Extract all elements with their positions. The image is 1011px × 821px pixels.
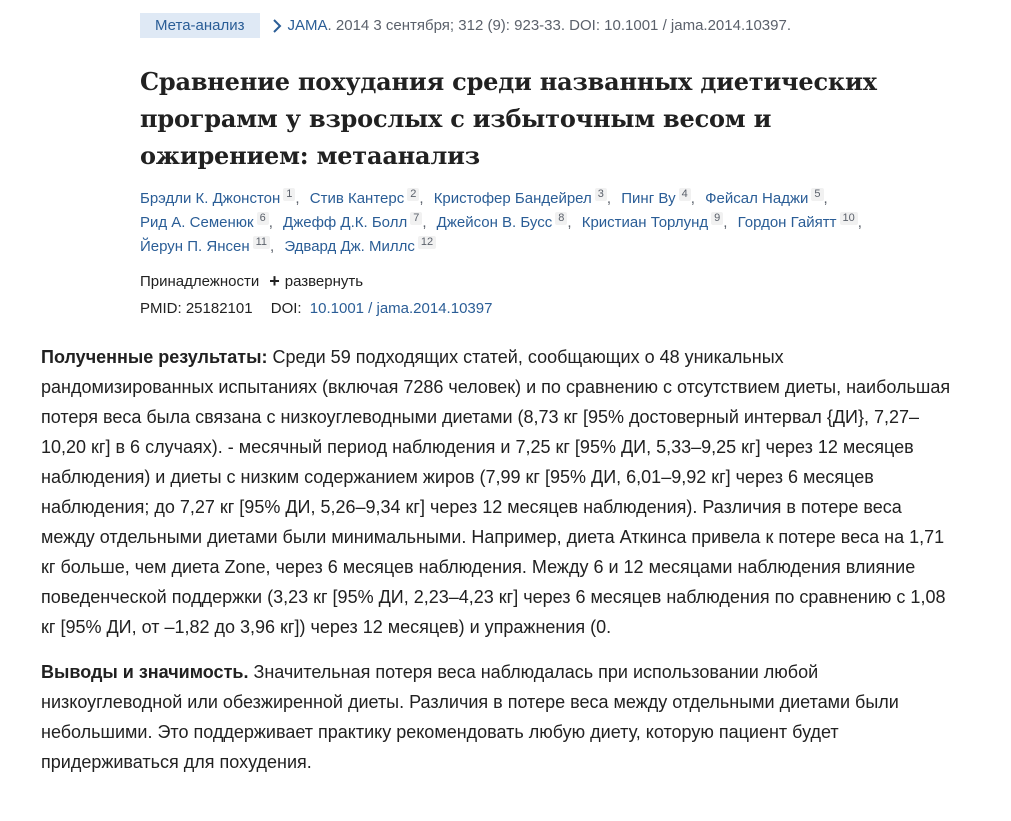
affiliation-number[interactable]: 4 [679, 188, 691, 201]
doi-label: DOI: [270, 300, 302, 317]
citation-details: . 2014 3 сентября; 312 (9): 923-33. DOI: 10.1001 / jama.2014.10397. [327, 17, 791, 34]
author-item [621, 190, 695, 207]
author-separator: , [857, 214, 862, 231]
authors-list [140, 187, 900, 259]
author-separator: , [606, 190, 612, 207]
affiliation-number[interactable]: 12 [418, 236, 436, 249]
doi-link[interactable]: 10.1001 / jama.2014.10397 [309, 300, 493, 317]
author-link[interactable]: Гордон Гайятт [737, 214, 837, 231]
conclusions-text: Значительная потеря веса наблюдалась при использовании любой низкоуглеводной или обезжиренной диеты. Различия в потере веса между отдельными диетами были небольшими. Это поддерживает практику рекомендовать любую диету, которую пациент будет придерживаться для похудения. [41, 662, 899, 772]
author-item [437, 214, 572, 231]
affiliation-number[interactable]: 8 [555, 212, 567, 225]
author-separator: , [268, 214, 273, 231]
author-separator: , [270, 238, 275, 255]
author-item [283, 214, 426, 231]
author-link[interactable]: Фейсал Наджи [705, 190, 809, 207]
publication-type-badge: Мета-анализ [140, 13, 260, 38]
identifiers-row [140, 300, 492, 317]
author-link[interactable]: Йерун П. Янсен [140, 238, 250, 255]
affiliation-number[interactable]: 3 [595, 188, 607, 201]
author-link[interactable]: Джефф Д.К. Болл [283, 214, 408, 231]
affiliation-number[interactable]: 2 [407, 188, 419, 201]
results-heading: Полученные результаты: [41, 347, 268, 367]
conclusions-heading: Выводы и значимость. [41, 662, 249, 682]
affiliation-number[interactable]: 7 [410, 212, 422, 225]
affiliations-toggle[interactable] [140, 273, 363, 290]
author-item [284, 238, 436, 255]
author-item [738, 214, 862, 231]
abstract [41, 342, 951, 792]
author-separator: , [419, 190, 424, 207]
affiliation-number[interactable]: 10 [840, 212, 858, 225]
affiliation-number[interactable]: 6 [257, 212, 269, 225]
affiliation-number[interactable]: 9 [711, 212, 723, 225]
citation-row [140, 13, 791, 38]
author-separator: , [295, 190, 300, 207]
article-title: Сравнение похудания среди названных диетических программ у взрослых с избыточным весом и ожирением: метаанализ [140, 67, 877, 170]
author-item [310, 190, 424, 207]
author-link[interactable]: Брэдли К. Джонстон [140, 190, 281, 207]
author-link[interactable]: Рид А. Семенюк [140, 214, 254, 231]
author-item [140, 190, 300, 207]
results-paragraph [41, 342, 951, 642]
pmid-label: PMID: [140, 300, 182, 317]
author-separator: , [823, 190, 828, 207]
author-link[interactable]: Кристиан Торлунд [581, 214, 709, 231]
results-text: Среди 59 подходящих статей, сообщающих о 48 уникальных рандомизированных испытаниях (включая 7286 человек) и по сравнению с отсутствием диеты, наибольшая потеря веса была связана с низкоуглеводными диетами (8,73 кг [95% достоверный интервал {ДИ}, 7,27–10,20 кг] в 6 случаях). - месячный период наблюдения и 7,25 кг [95% ДИ, 5,33–9,25 кг] через 12 месяцев наблюдения) и диеты с низким содержанием жиров (7,99 кг [95% ДИ, 6,01–9,92 кг] через 6 месяцев наблюдения; до 7,27 кг [95% ДИ, 5,26–9,34 кг] через 12 месяцев наблюдения). Различия в потере веса между отдельными диетами были минимальными. Например, диета Аткинса привела к потере веса на 1,71 кг больше, чем диета Zone, через 6 месяцев наблюдения. Между 6 и 12 месяцами наблюдения влияние поведенческой поддержки (3,23 кг [95% ДИ, 2,23–4,23 кг] через 6 месяцев наблюдения по сравнению с 1,08 кг [95% ДИ, от –1,82 до 3,96 кг]) через 12 месяцев) и упражнения (0. [41, 347, 951, 637]
chevron-right-icon[interactable] [272, 19, 284, 33]
author-separator: , [690, 190, 695, 207]
affiliation-number[interactable]: 1 [283, 188, 295, 201]
affiliations-label: Принадлежности [140, 273, 260, 290]
conclusions-paragraph [41, 657, 951, 777]
author-separator: , [567, 214, 572, 231]
author-item [140, 214, 273, 231]
journal-link[interactable]: JAMA [287, 17, 328, 34]
author-link[interactable]: Стив Кантерс [309, 190, 405, 207]
plus-icon: + [269, 271, 280, 291]
expand-label[interactable]: развернуть [284, 273, 364, 290]
author-separator: , [422, 214, 427, 231]
affiliation-number[interactable]: 11 [253, 236, 270, 249]
author-link[interactable]: Эдвард Дж. Миллс [284, 238, 415, 255]
author-item [434, 190, 611, 207]
affiliation-number[interactable]: 5 [811, 188, 823, 201]
author-link[interactable]: Пинг Ву [621, 190, 676, 207]
author-item [582, 214, 728, 231]
author-item [140, 238, 274, 255]
author-separator: , [723, 214, 728, 231]
author-link[interactable]: Кристофер Бандейрел [433, 190, 592, 207]
pmid-value: 25182101 [185, 300, 253, 317]
author-link[interactable]: Джейсон В. Бусс [436, 214, 553, 231]
author-item [705, 190, 828, 207]
